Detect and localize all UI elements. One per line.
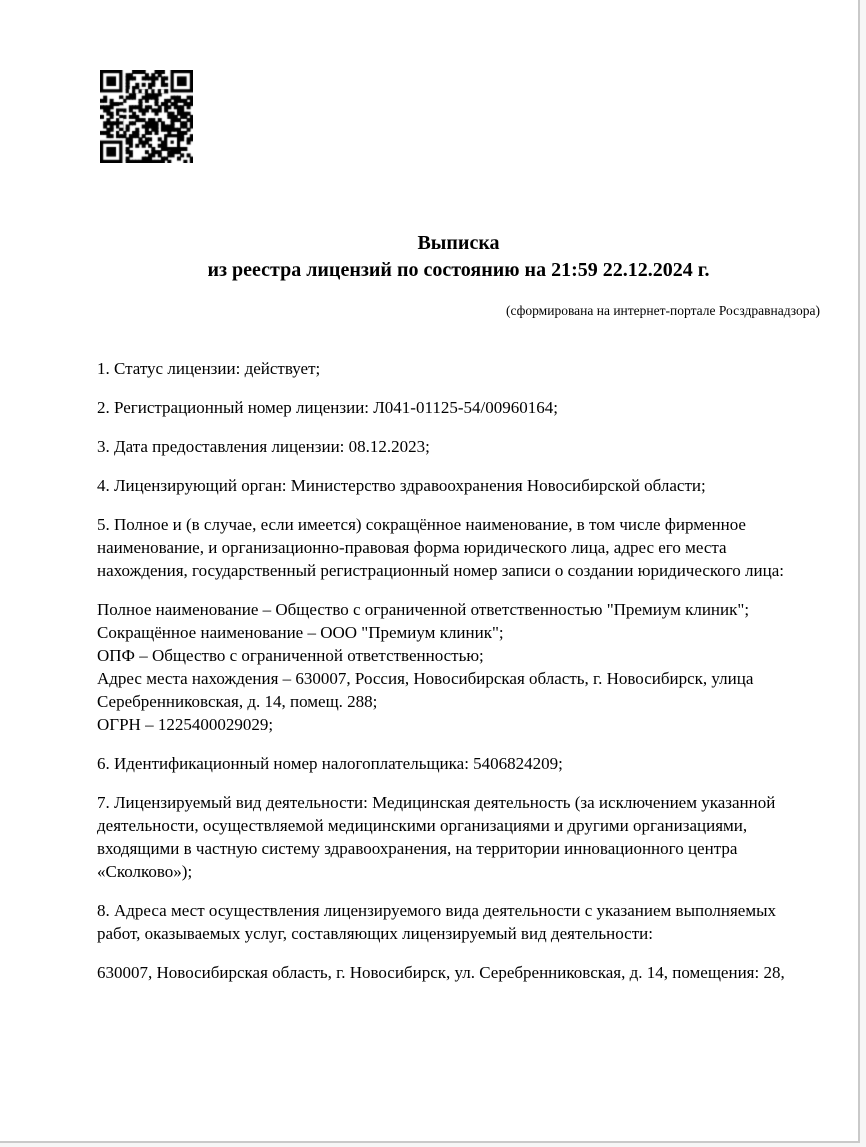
detail-line: Сокращённое наименование – ООО "Премиум клиник"; [97,623,504,642]
detail-line: Полное наименование – Общество с ограниченной ответственностью "Премиум клиник"; [97,600,750,619]
paragraph: 8. Адреса мест осуществления лицензируемого вида деятельности с указанием выполняемых работ, оказываемых услуг, составляющих лицензируемый вид деятельности: [97,901,776,943]
qr-code [100,70,193,163]
paragraph: 2. Регистрационный номер лицензии: Л041-01125-54/00960164; [97,398,558,417]
paragraph: 1. Статус лицензии: действует; [97,359,321,378]
paragraph: 4. Лицензирующий орган: Министерство здравоохранения Новосибирской области; [97,476,706,495]
detail-line: Адрес места нахождения – 630007, Россия, Новосибирская область, г. Новосибирск, улица Серебренниковская, д. 14, помещ. 288; [97,669,754,711]
paragraph: 5. Полное и (в случае, если имеется) сокращённое наименование, в том числе фирменное наименование, и организационно-правовая форма юридического лица, адрес его места нахождения, государственный регистрационный номер записи о создании юридического лица: [97,515,785,580]
title-line-2: из реестра лицензий по состоянию на 21:59 22.12.2024 г. [207,259,710,281]
paragraph: 7. Лицензируемый вид деятельности: Медицинская деятельность (за исключением указанной деятельности, осуществляемой медицинскими организациями и другими организациями, входящими в частную систему здравоохранения, на территории инновационного центра «Сколково»); [97,793,776,881]
title-line-1: Выписка [417,232,500,254]
detail-line: ОГРН – 1225400029029; [97,715,274,734]
document-title [97,230,820,284]
paragraph: 3. Дата предоставления лицензии: 08.12.2023; [97,437,430,456]
document-subtitle: (сформирована на интернет-портале Росздравнадзора) [505,303,820,318]
detail-block [97,598,821,736]
paragraph: 630007, Новосибирская область, г. Новосибирск, ул. Серебренниковская, д. 14, помещения: 28, [97,963,785,982]
detail-line: ОПФ – Общество с ограниченной ответственностью; [97,646,484,665]
paragraph: 6. Идентификационный номер налогоплательщика: 5406824209; [97,754,563,773]
document-body [97,357,821,984]
